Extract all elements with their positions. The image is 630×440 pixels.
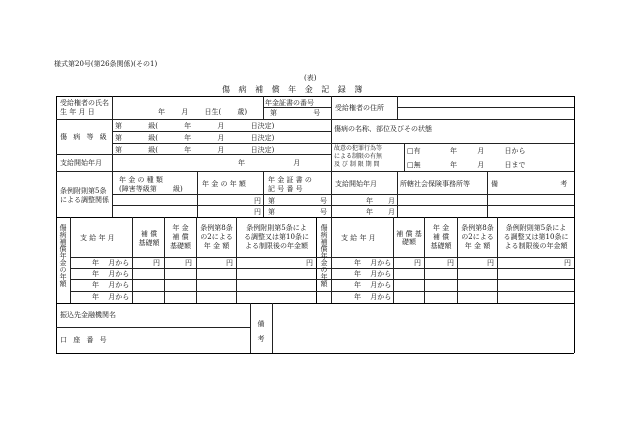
restriction-yes-dates: 年 月 日から xyxy=(450,147,526,155)
yen-unit: 円 xyxy=(254,197,261,205)
annual-label-right: 傷病補償年金の年額 xyxy=(320,224,328,287)
amount-label-right-1: 年 金 xyxy=(432,224,450,232)
form-title: 傷 病 補 償 年 金 記 録 簿 xyxy=(222,85,366,94)
yen-unit: 円 xyxy=(414,259,421,267)
restriction-yes-checkbox[interactable]: □有 xyxy=(407,147,421,155)
adj-start-label: 支給開始年月 xyxy=(335,180,377,188)
account-label: 口 座 番 号 xyxy=(60,336,109,344)
amount-label-left-1: 年 金 xyxy=(172,224,189,232)
side-label: (表) xyxy=(304,74,317,82)
yen-unit: 円 xyxy=(153,259,160,267)
form-number: 様式第20号(第26条関係)(その1) xyxy=(54,60,158,68)
adjust-label-1: 条例附則第5条 xyxy=(60,187,107,195)
annual-label-left: 傷病補償年金の年額 xyxy=(59,224,67,287)
month-unit: 月 xyxy=(388,208,395,216)
cert-no-value: 第 号 xyxy=(270,109,321,117)
sup5-label-right-1: 条例附則第5条によ xyxy=(505,224,567,232)
address-label: 受給権者の住所 xyxy=(335,104,384,112)
remarks-label: 備 考 xyxy=(491,180,568,188)
art8-label-left-1: 条例第8条 xyxy=(200,224,233,232)
sup5-label-right-2: る調整又は第10条に xyxy=(503,233,569,241)
office-label: 所轄社会保険事務所等 xyxy=(400,180,470,188)
sup5-label-left-3: よる制限後の年金額 xyxy=(245,242,308,250)
pay-month-label-right: 支 給 年 月 xyxy=(341,234,376,242)
amount-label-right-3: 基礎額 xyxy=(430,242,452,250)
row-month-from: 年 月から xyxy=(354,270,392,278)
pension-type-label-2: (障害等級第 級) xyxy=(119,185,183,193)
row-month-from: 年 月から xyxy=(354,281,392,289)
grade-label: 傷 病 等 級 xyxy=(60,133,109,141)
adjust-label-2: による調整関係 xyxy=(60,196,109,204)
art8-label-right-3: 年 金 額 xyxy=(464,242,491,250)
yen-unit: 円 xyxy=(487,259,494,267)
restriction-no-dates: 年 月 日まで xyxy=(450,161,526,169)
row-month-from: 年 月から xyxy=(354,259,392,267)
art8-label-left-2: の2による xyxy=(200,233,233,241)
dai-unit: 第 xyxy=(268,208,275,216)
grade-row-1: 第 級( 年 月 日決定) xyxy=(115,122,275,130)
start-label: 支給開始年月 xyxy=(60,159,102,167)
row-month-from: 年 月から xyxy=(92,293,130,301)
row-month-from: 年 月から xyxy=(92,270,130,278)
base-label-right: 補 償 基礎額 xyxy=(396,230,422,246)
yen-unit: 円 xyxy=(564,259,571,267)
amount-label-left-2: 補 償 xyxy=(172,233,189,241)
pay-month-label-left: 支 給 年 月 xyxy=(80,234,115,242)
grade-row-2: 第 級( 年 月 日決定) xyxy=(115,134,275,142)
restriction-label-3: 及 び 制 限 期 間 xyxy=(334,161,380,168)
grade-row-3: 第 級( 年 月 日決定) xyxy=(115,146,275,154)
art8-label-right-2: の2による xyxy=(461,233,494,241)
pension-type-label-1: 年 金 の 種 類 xyxy=(119,176,163,184)
row-month-from: 年 月から xyxy=(354,293,392,301)
sup5-label-left-1: 条例附則第5条によ xyxy=(246,224,307,232)
birth-label: 生 年 月 日 xyxy=(60,108,95,116)
yen-unit: 円 xyxy=(254,208,261,216)
sup5-label-left-2: る調整又は第10条に xyxy=(244,233,309,241)
sup5-label-right-3: よる制限後の年金額 xyxy=(504,242,568,250)
row-month-from: 年 月から xyxy=(92,259,130,267)
yen-unit: 円 xyxy=(185,259,192,267)
gou-unit: 号 xyxy=(320,208,327,216)
injury-label: 傷病の名称、部位及びその状態 xyxy=(334,125,432,133)
bank-label: 振込先金融機関名 xyxy=(60,311,116,319)
year-unit: 年 xyxy=(366,197,373,205)
art8-label-right-1: 条例第8条 xyxy=(461,224,494,232)
recipient-name-label: 受給権者の氏名 xyxy=(60,99,109,107)
restriction-label-2: による制限の有無 xyxy=(334,153,383,160)
yen-unit: 円 xyxy=(306,259,313,267)
bottom-remarks-label: 備 考 xyxy=(257,320,265,342)
yen-unit: 円 xyxy=(226,259,233,267)
birth-value: 年 月 日生( 歳) xyxy=(158,108,248,116)
start-value: 年 月 xyxy=(238,159,301,167)
pension-cert-label-2: 記 号 番 号 xyxy=(268,185,303,193)
amount-label-right-2: 補 償 xyxy=(432,233,450,241)
pension-cert-label-1: 年 金 証 書 の xyxy=(268,176,312,184)
cert-no-label: 年金証書の番号 xyxy=(265,99,314,107)
gou-unit: 号 xyxy=(320,197,327,205)
amount-label-left-3: 基礎額 xyxy=(170,242,191,250)
base-label-left-2: 基礎額 xyxy=(138,239,160,247)
pension-amount-label: 年 金 の 年 額 xyxy=(202,180,246,188)
year-unit: 年 xyxy=(366,208,373,216)
base-label-left-1: 補 償 xyxy=(140,230,158,238)
dai-unit: 第 xyxy=(268,197,275,205)
yen-unit: 円 xyxy=(447,259,454,267)
restriction-no-checkbox[interactable]: □無 xyxy=(407,161,421,169)
restriction-label-1: 故意の犯罪行為等 xyxy=(334,145,383,152)
month-unit: 月 xyxy=(388,197,395,205)
row-month-from: 年 月から xyxy=(92,281,130,289)
art8-label-left-3: 年 金 額 xyxy=(203,242,230,250)
